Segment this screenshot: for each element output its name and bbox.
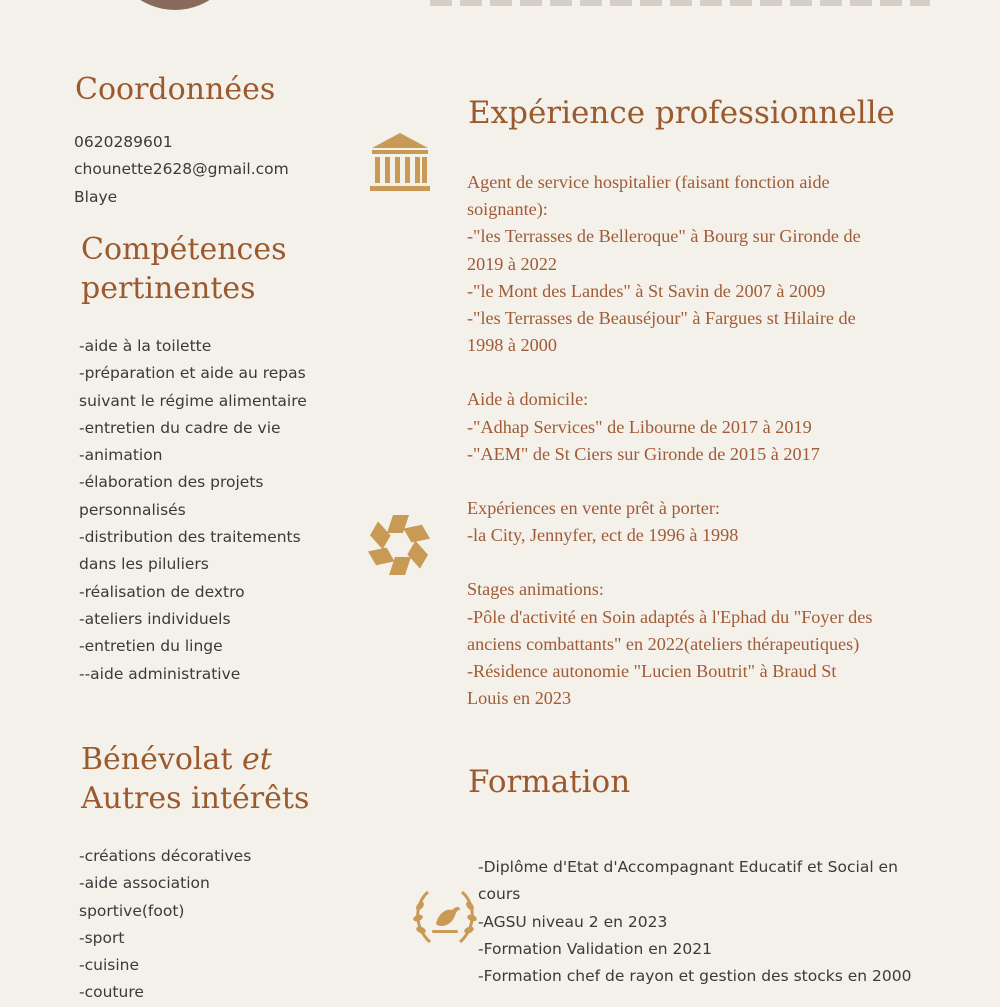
- education-line: -Formation Validation en 2021: [478, 939, 712, 958]
- skill-line: -entretien du cadre de vie: [79, 418, 281, 437]
- experience-line: -"AEM" de St Ciers sur Gironde de 2015 à 2017: [467, 443, 820, 464]
- experience-line: Agent de service hospitalier (faisant fonction aide: [467, 172, 830, 192]
- skill-line: -distribution des traitements: [79, 528, 301, 547]
- skills-heading-line1: Compétences: [81, 232, 287, 267]
- aperture-gear-icon: [366, 512, 432, 578]
- education-line: cours: [478, 885, 521, 904]
- education-line: -AGSU niveau 2 en 2023: [478, 912, 668, 931]
- volunteer-list: [79, 843, 251, 1007]
- volunteer-heading-part1: Bénévolat: [81, 742, 242, 777]
- volunteer-line: -créations décoratives: [79, 847, 252, 865]
- skill-line: -ateliers individuels: [79, 609, 231, 628]
- skill-line: personnalisés: [79, 500, 186, 519]
- experience-line: Louis en 2023: [467, 688, 572, 709]
- education-line: -Diplôme d'Etat d'Accompagnant Educatif et Social en: [478, 858, 898, 876]
- experience-line: -"le Mont des Landes" à St Savin de 2007 à 2009: [467, 280, 826, 301]
- laurel-bird-icon: [410, 884, 480, 950]
- experience-block: [467, 576, 872, 712]
- volunteer-line: -cuisine: [79, 956, 139, 975]
- contact-heading: Coordonnées: [75, 72, 276, 107]
- skill-line: dans les piluliers: [79, 555, 209, 574]
- contact-city: Blaye: [74, 187, 118, 206]
- contact-email: chounette2628@gmail.com: [74, 160, 289, 179]
- skill-line: -réalisation de dextro: [79, 582, 245, 601]
- experience-line: 1998 à 2000: [467, 335, 557, 356]
- education-list: [478, 854, 911, 990]
- experience-line: soignante):: [467, 199, 548, 220]
- skills-heading: [81, 230, 287, 308]
- volunteer-heading: [81, 740, 309, 818]
- experience-line: -Résidence autonomie "Lucien Boutrit" à Braud St: [467, 661, 837, 682]
- skill-line: -animation: [79, 446, 163, 465]
- volunteer-line: -sport: [79, 928, 125, 947]
- experience-block: [467, 386, 872, 468]
- experience-line: anciens combattants" en 2022(ateliers thérapeutiques): [467, 633, 860, 654]
- experience-line: Stages animations:: [467, 579, 604, 600]
- experience-line: -"les Terrasses de Belleroque" à Bourg sur Gironde de: [467, 226, 861, 247]
- columns-building-icon: [368, 130, 432, 194]
- skill-line: -aide à la toilette: [79, 337, 212, 355]
- volunteer-heading-line2: Autres intérêts: [81, 781, 310, 816]
- skill-line: -entretien du linge: [79, 637, 223, 656]
- skill-line: -préparation et aide au repas: [79, 364, 306, 383]
- education-line: -Formation chef de rayon et gestion des stocks en 2000: [478, 967, 912, 986]
- experience-line: -Pôle d'activité en Soin adaptés à l'Ephad du "Foyer des: [467, 606, 873, 627]
- skill-line: --aide administrative: [79, 664, 241, 683]
- contact-details: [74, 129, 289, 211]
- experience-line: -"Adhap Services" de Libourne de 2017 à 2019: [467, 416, 812, 437]
- skills-list: [79, 333, 307, 688]
- experience-line: -"les Terrasses de Beauséjour" à Fargues st Hilaire de: [467, 308, 856, 329]
- experience-block: [467, 169, 872, 359]
- experience-line: -la City, Jennyfer, ect de 1996 à 1998: [467, 525, 739, 546]
- volunteer-line: sportive(foot): [79, 901, 185, 920]
- volunteer-line: -couture: [79, 983, 144, 1002]
- experience-line: 2019 à 2022: [467, 253, 557, 274]
- experience-line: Expériences en vente prêt à porter:: [467, 498, 720, 519]
- education-heading: Formation: [468, 764, 631, 800]
- experience-line: Aide à domicile:: [467, 389, 589, 410]
- skill-line: -élaboration des projets: [79, 473, 264, 492]
- skill-line: suivant le régime alimentaire: [79, 391, 307, 410]
- experience-list: [467, 169, 872, 739]
- experience-block: [467, 495, 872, 549]
- skills-heading-line2: pertinentes: [81, 271, 256, 306]
- experience-heading: Expérience professionnelle: [468, 95, 895, 131]
- profile-photo: [110, 0, 240, 10]
- contact-phone: 0620289601: [74, 133, 173, 151]
- volunteer-line: -aide association: [79, 874, 210, 893]
- volunteer-heading-italic: et: [241, 742, 272, 777]
- name-banner-cropped: [430, 0, 930, 6]
